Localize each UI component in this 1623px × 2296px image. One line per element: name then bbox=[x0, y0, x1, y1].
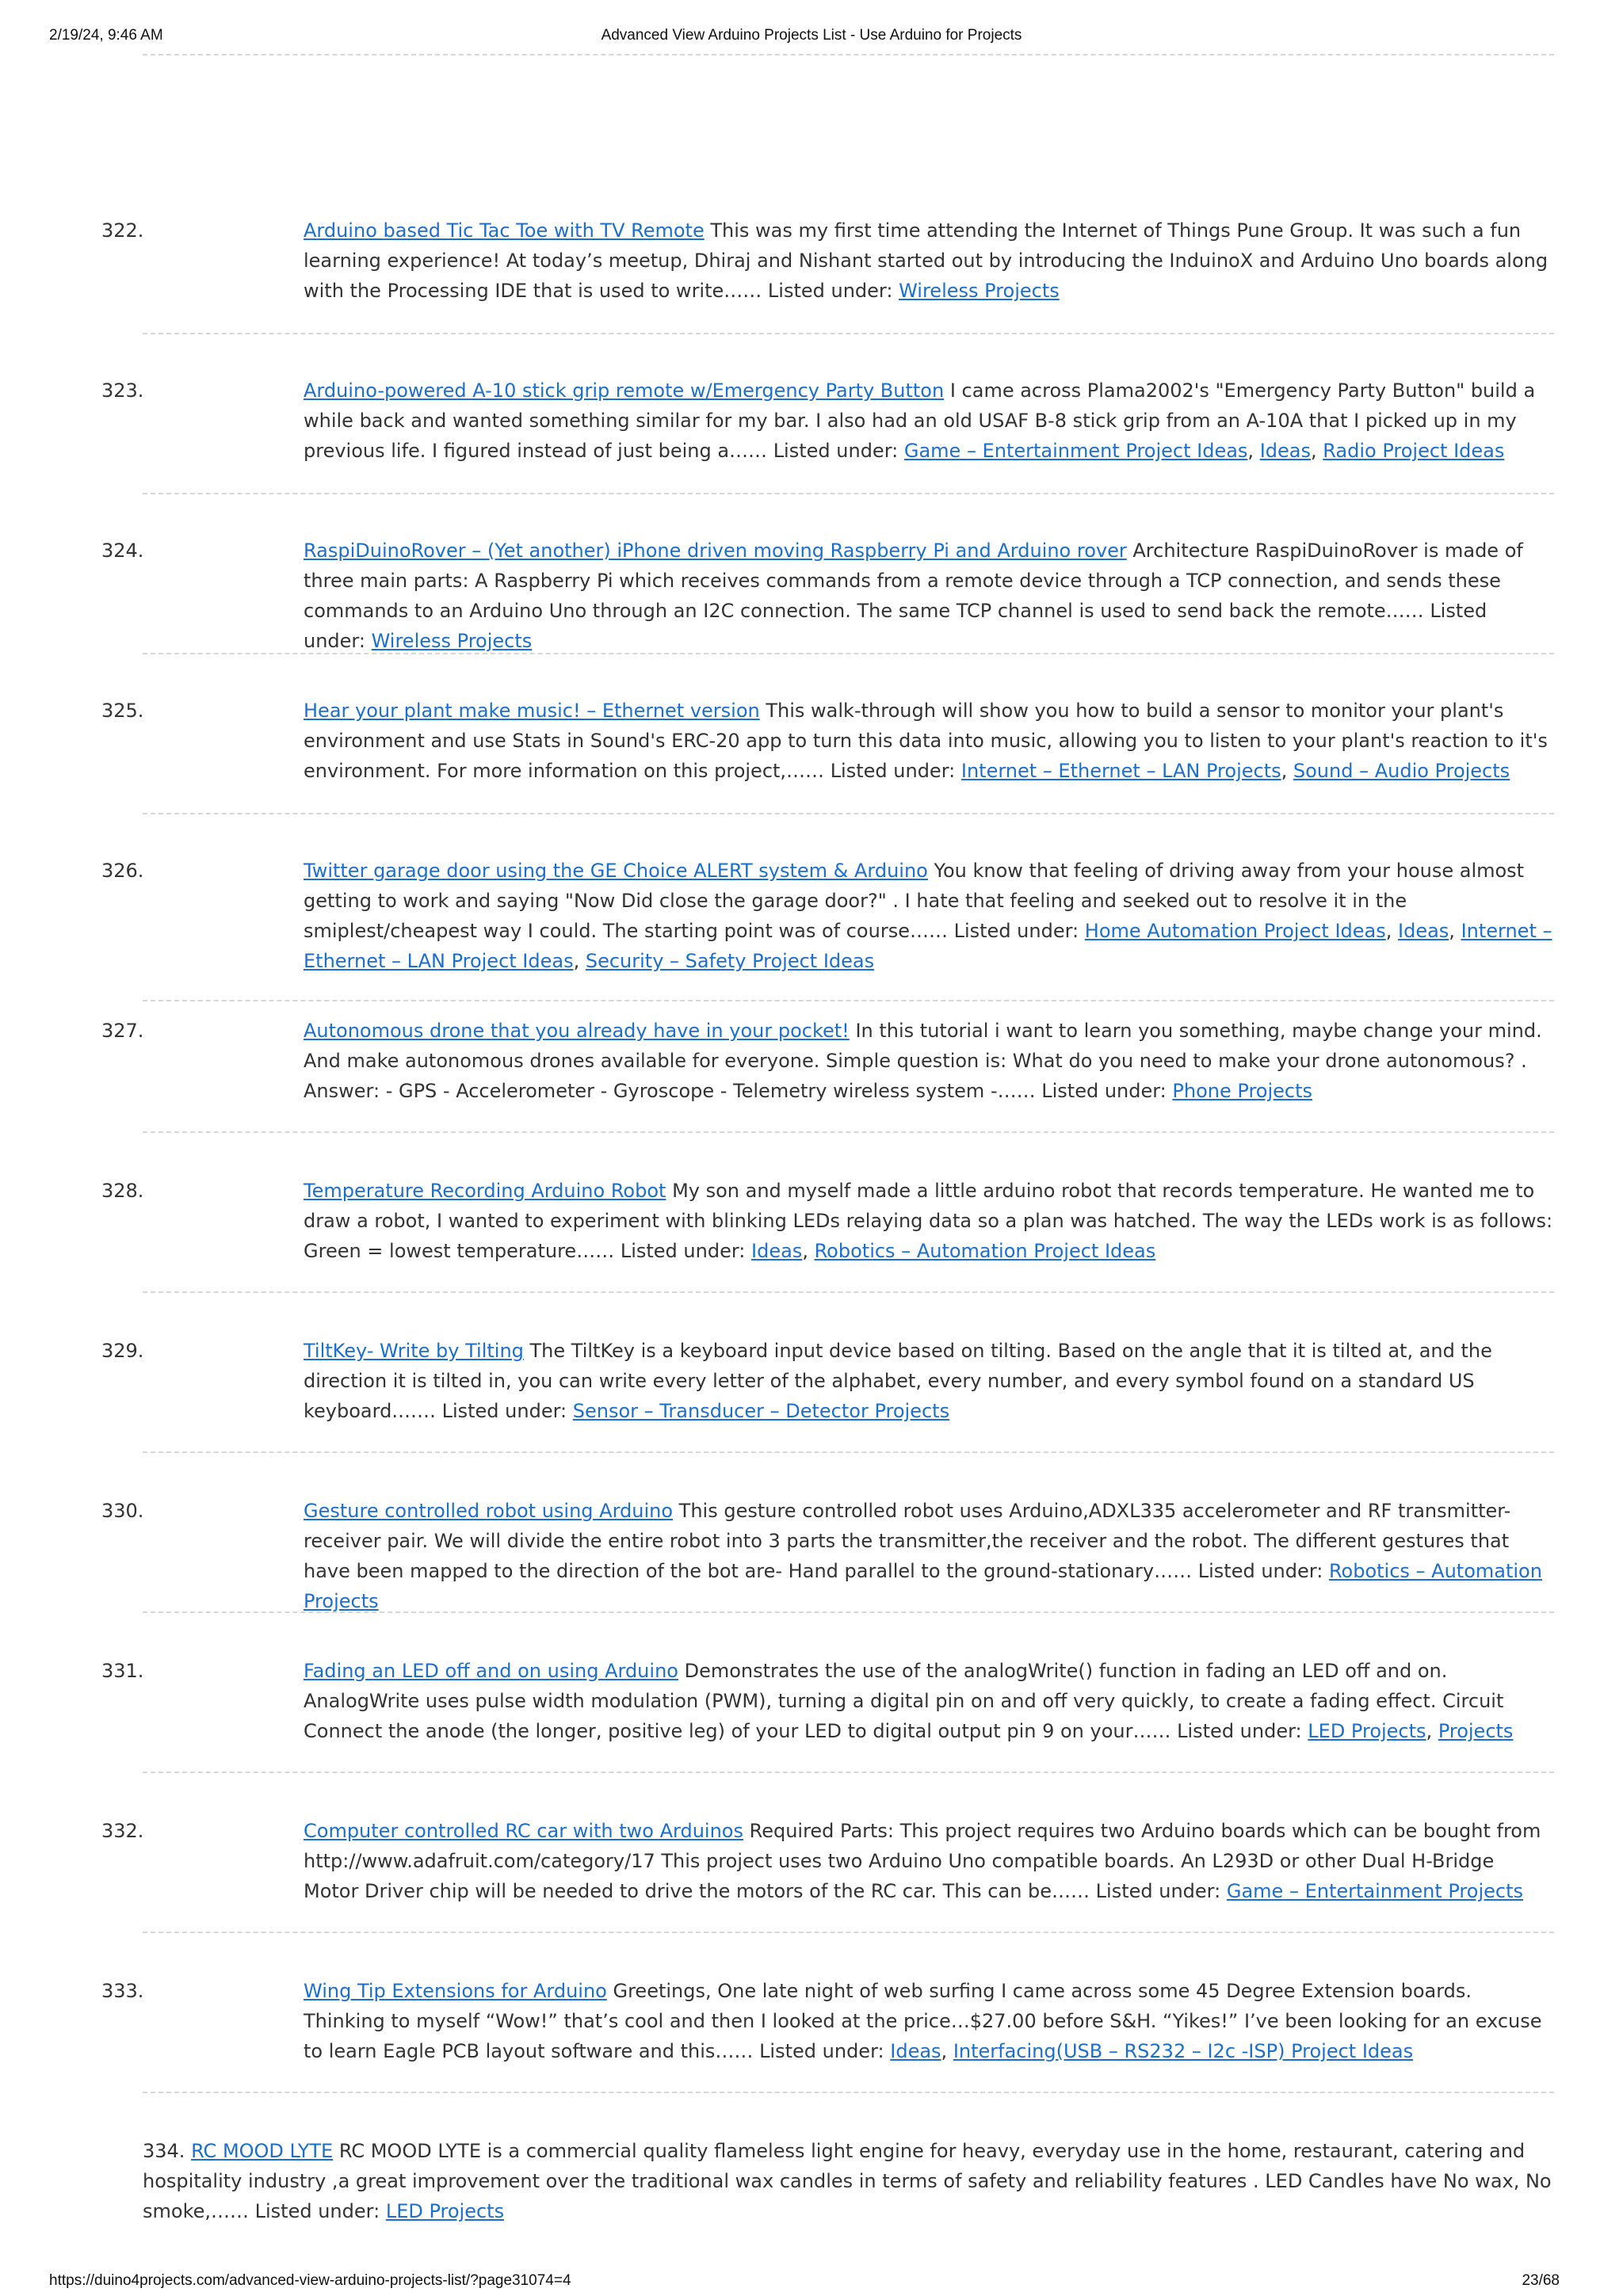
category-link[interactable]: Radio Project Ideas bbox=[1323, 440, 1505, 462]
project-description: This gesture controlled robot uses Arduino,ADXL335 accelerometer and RF transmitter-receiver pair. We will divide the entire robot into 3 parts the transmitter,the receiver and the robot. The different gestures that have been mapped to the direction of the bot are- Hand parallel to the ground-stationary…… bbox=[304, 1500, 1511, 1582]
item-body: Temperature Recording Arduino Robot My son and myself made a little arduino robot that records temperature. He wanted me to draw a robot, I wanted to experiment with blinking LEDs relaying data so a plan was hatched. The way the LEDs work is as follows: Green = lowest temperature…… Listed under: Ideas, Robotics – Automation Project Ideas bbox=[304, 1180, 1553, 1262]
item-number: 334. bbox=[143, 2140, 185, 2162]
category-link[interactable]: Ideas bbox=[890, 2040, 941, 2062]
project-description: Greetings, One late night of web surfing I came across some 45 Degree Extension boards. Thinking to myself “Wow!” that’s cool and then I looked at the price…$27.00 before S&H. “Yikes!” I’ve been looking for an excuse to learn Eagle PCB layout software and this…… bbox=[304, 1980, 1542, 2062]
listed-under-label: Listed under: bbox=[441, 1400, 567, 1422]
item-body bbox=[304, 1816, 1554, 1906]
project-description: My son and myself made a little arduino robot that records temperature. He wanted me to draw a robot, I wanted to experiment with blinking LEDs relaying data so a plan was hatched. The way the LEDs work is as follows: Green = lowest temperature…… bbox=[304, 1180, 1553, 1262]
project-description: Required Parts: This project requires two Arduino boards which can be bought from http://www.adafruit.com/category/17 This project uses two Arduino Uno compatible boards. An L293D or other Dual H-Bridge Motor Driver chip will be needed to drive the motors of the RC car. This can be…… bbox=[304, 1820, 1541, 1902]
item-number: 327. bbox=[101, 1020, 144, 1042]
item-number: 323. bbox=[101, 379, 144, 402]
category-link[interactable]: Ideas bbox=[1398, 920, 1449, 942]
project-title-link[interactable]: Arduino based Tic Tac Toe with TV Remote bbox=[304, 219, 705, 242]
listed-under-label: Listed under: bbox=[773, 440, 899, 462]
item-number: 331. bbox=[101, 1660, 144, 1682]
project-description: RC MOOD LYTE is a commercial quality flameless light engine for heavy, everyday use in the home, restaurant, catering and hospitality industry ,a great improvement over the traditional wax candles in terms of safety and reliability features . LED Candles have No wax, No smoke,…… bbox=[143, 2140, 1552, 2222]
project-title-link[interactable]: Wing Tip Extensions for Arduino bbox=[304, 1980, 607, 2002]
category-link[interactable]: Ideas bbox=[1259, 440, 1311, 462]
item-number: 330. bbox=[101, 1500, 144, 1522]
category-link[interactable]: Projects bbox=[1438, 1720, 1514, 1742]
separator bbox=[143, 2092, 1554, 2093]
category-link[interactable]: Wireless Projects bbox=[371, 630, 533, 652]
project-description: In this tutorial i want to learn you something, maybe change your mind. And make autonomous drones available for everyone. Simple question is: What do you need to make your drone autonomous? . Answer: - GPS - Accelerometer - Gyroscope - Telemetry wireless system -…… bbox=[304, 1020, 1542, 1102]
item-body bbox=[304, 215, 1554, 306]
listed-under-label: Listed under: bbox=[1041, 1080, 1167, 1102]
item-body: Hear your plant make music! – Ethernet version This walk-through will show you how to build a sensor to monitor your plant's environment and use Stats in Sound's ERC-20 app to turn this data into music, allowing you to listen to your plant's reaction to it's environment. For more information on this project,…… Listed under: Internet – Ethernet – LAN Projects, Sound – Audio Projects bbox=[304, 700, 1548, 782]
separator bbox=[143, 1451, 1554, 1453]
category-link[interactable]: LED Projects bbox=[1308, 1720, 1426, 1742]
project-description: This was my first time attending the Internet of Things Pune Group. It was such a fun learning experience! At today’s meetup, Dhiraj and Nishant started out by introducing the InduinoX and Arduino Uno boards along with the Processing IDE that is used to write…… bbox=[304, 219, 1549, 302]
project-description: Demonstrates the use of the analogWrite() function in fading an LED off and on. AnalogWrite uses pulse width modulation (PWM), turning a digital pin on and off very quickly, to create a fading effect. Circuit Connect the anode (the longer, positive leg) of your LED to digital output pin 9 on your…… bbox=[304, 1660, 1504, 1742]
listed-under-label: Listed under: bbox=[953, 920, 1079, 942]
category-link[interactable]: Robotics – Automation Projects bbox=[304, 1560, 1542, 1612]
project-title-link[interactable]: RaspiDuinoRover – (Yet another) iPhone driven moving Raspberry Pi and Arduino rover bbox=[304, 540, 1127, 562]
separator bbox=[143, 493, 1554, 494]
listed-under-label: Listed under: bbox=[830, 760, 956, 782]
separator bbox=[143, 1772, 1554, 1773]
listed-under-label: Listed under: bbox=[767, 280, 893, 302]
category-link[interactable]: Game – Entertainment Project Ideas bbox=[903, 440, 1248, 462]
project-description: I came across Plama2002's "Emergency Party Button" build a while back and wanted something similar for my bar. I also had an old USAF B-8 stick grip from an A-10A that I picked up in my previous life. I figured instead of just being a…… bbox=[304, 379, 1536, 462]
listed-under-label: Listed under: bbox=[759, 2040, 884, 2062]
print-date: 2/19/24, 9:46 AM bbox=[49, 27, 163, 44]
category-link[interactable]: Internet – Ethernet – LAN Project Ideas bbox=[304, 920, 1552, 972]
item-number: 322. bbox=[101, 219, 144, 242]
item-number: 328. bbox=[101, 1180, 144, 1202]
project-title-link[interactable]: Computer controlled RC car with two Arduinos bbox=[304, 1820, 743, 1842]
item-number: 329. bbox=[101, 1340, 144, 1362]
separator bbox=[143, 1000, 1554, 1001]
item-body bbox=[304, 1016, 1554, 1106]
listed-under-label: Listed under: bbox=[1177, 1720, 1302, 1742]
item-number: 333. bbox=[101, 1980, 144, 2002]
project-title-link[interactable]: Temperature Recording Arduino Robot bbox=[304, 1180, 666, 1202]
category-link[interactable]: Phone Projects bbox=[1172, 1080, 1313, 1102]
category-link[interactable]: Home Automation Project Ideas bbox=[1084, 920, 1386, 942]
project-title-link[interactable]: Autonomous drone that you already have in your pocket! bbox=[304, 1020, 850, 1042]
item-body bbox=[304, 536, 1554, 656]
project-description: You know that feeling of driving away from your house almost getting to work and saying "Now Did close the garage door?" . I hate that feeling and seeked out to resolve it in the smiplest/cheapest way I could. The starting point was of course…… bbox=[304, 860, 1525, 942]
separator bbox=[143, 1932, 1554, 1933]
project-description: Architecture RaspiDuinoRover is made of three main parts: A Raspberry Pi which receives commands from a remote device through a TCP connection, and sends these commands to an Arduino Uno through an I2C connection. The same TCP channel is used to send back the remote…… bbox=[304, 540, 1523, 622]
listed-under-label: Listed under: bbox=[254, 2200, 380, 2222]
listed-under-label: Listed under: bbox=[304, 600, 1487, 652]
item-body bbox=[304, 1336, 1554, 1426]
separator bbox=[143, 813, 1554, 814]
item-number: 325. bbox=[101, 700, 144, 722]
category-link[interactable]: LED Projects bbox=[385, 2200, 505, 2222]
project-description: The TiltKey is a keyboard input device based on tilting. Based on the angle that it is tilted at, and the direction it is tilted in, you can write every letter of the alphabet, every number, and every symbol found on a standard US keyboard.…… bbox=[304, 1340, 1492, 1422]
separator bbox=[143, 1291, 1554, 1293]
print-title: Advanced View Arduino Projects List - Use Arduino for Projects bbox=[601, 27, 1022, 44]
project-title-link[interactable]: RC MOOD LYTE bbox=[191, 2140, 334, 2162]
category-link[interactable]: Interfacing(USB – RS232 – I2c -ISP) Project Ideas bbox=[953, 2040, 1414, 2062]
separator bbox=[143, 1131, 1554, 1133]
category-link[interactable]: Robotics – Automation Project Ideas bbox=[814, 1240, 1156, 1262]
print-url: https://duino4projects.com/advanced-view-arduino-projects-list/?page31074=4 bbox=[49, 2272, 571, 2289]
category-link[interactable]: Internet – Ethernet – LAN Projects bbox=[960, 760, 1281, 782]
project-title-link[interactable]: Hear your plant make music! – Ethernet version bbox=[304, 700, 760, 722]
item-body bbox=[143, 2136, 1554, 2226]
listed-under-label: Listed under: bbox=[620, 1240, 746, 1262]
item-number: 332. bbox=[101, 1820, 144, 1842]
project-title-link[interactable]: Twitter garage door using the GE Choice ALERT system & Arduino bbox=[304, 860, 928, 882]
listed-under-label: Listed under: bbox=[1095, 1880, 1221, 1902]
separator bbox=[143, 333, 1554, 334]
project-description: This walk-through will show you how to build a sensor to monitor your plant's environment and use Stats in Sound's ERC-20 app to turn this data into music, allowing you to listen to your plant's reaction to it's environment. For more information on this project,…… bbox=[304, 700, 1548, 782]
item-body: Twitter garage door using the GE Choice ALERT system & Arduino You know that feeling of driving away from your house almost getting to work and saying "Now Did close the garage door?" . I hate that feeling and seeked out to resolve it in the smiplest/cheapest way I could. The starting point was of course…… Listed under: Home Automation Project Ideas, Ideas, Internet – Ethernet – LAN Project Ideas, Security – Safety Project Ideas bbox=[304, 860, 1552, 972]
category-link[interactable]: Game – Entertainment Projects bbox=[1226, 1880, 1523, 1902]
category-link[interactable]: Sensor – Transducer – Detector Projects bbox=[572, 1400, 950, 1422]
project-title-link[interactable]: Fading an LED off and on using Arduino bbox=[304, 1660, 678, 1682]
separator bbox=[143, 54, 1554, 55]
project-title-link[interactable]: TiltKey- Write by Tilting bbox=[304, 1340, 524, 1362]
page-number: 23/68 bbox=[1522, 2272, 1560, 2289]
item-body: Wing Tip Extensions for Arduino Greetings, One late night of web surfing I came across some 45 Degree Extension boards. Thinking to myself “Wow!” that’s cool and then I looked at the price…$27.00 before S&H. “Yikes!” I’ve been looking for an excuse to learn Eagle PCB layout software and this…… Listed under: Ideas, Interfacing(USB – RS232 – I2c -ISP) Project Ideas bbox=[304, 1980, 1542, 2062]
project-title-link[interactable]: Arduino-powered A-10 stick grip remote w/Emergency Party Button bbox=[304, 379, 945, 402]
item-body: Arduino-powered A-10 stick grip remote w/Emergency Party Button I came across Plama2002's "Emergency Party Button" build a while back and wanted something similar for my bar. I also had an old USAF B-8 stick grip from an A-10A that I picked up in my previous life. I figured instead of just being a…… Listed under: Game – Entertainment Project Ideas, Ideas, Radio Project Ideas bbox=[304, 379, 1536, 462]
category-link[interactable]: Ideas bbox=[751, 1240, 803, 1262]
project-title-link[interactable]: Gesture controlled robot using Arduino bbox=[304, 1500, 674, 1522]
item-body bbox=[304, 1496, 1554, 1616]
item-number: 326. bbox=[101, 860, 144, 882]
item-number: 324. bbox=[101, 540, 144, 562]
category-link[interactable]: Security – Safety Project Ideas bbox=[585, 950, 875, 972]
category-link[interactable]: Sound – Audio Projects bbox=[1293, 760, 1510, 782]
listed-under-label: Listed under: bbox=[1197, 1560, 1323, 1582]
item-body: Fading an LED off and on using Arduino Demonstrates the use of the analogWrite() function in fading an LED off and on. AnalogWrite uses pulse width modulation (PWM), turning a digital pin on and off very quickly, to create a fading effect. Circuit Connect the anode (the longer, positive leg) of your LED to digital output pin 9 on your…… Listed under: LED Projects, Projects bbox=[304, 1660, 1514, 1742]
category-link[interactable]: Wireless Projects bbox=[899, 280, 1060, 302]
